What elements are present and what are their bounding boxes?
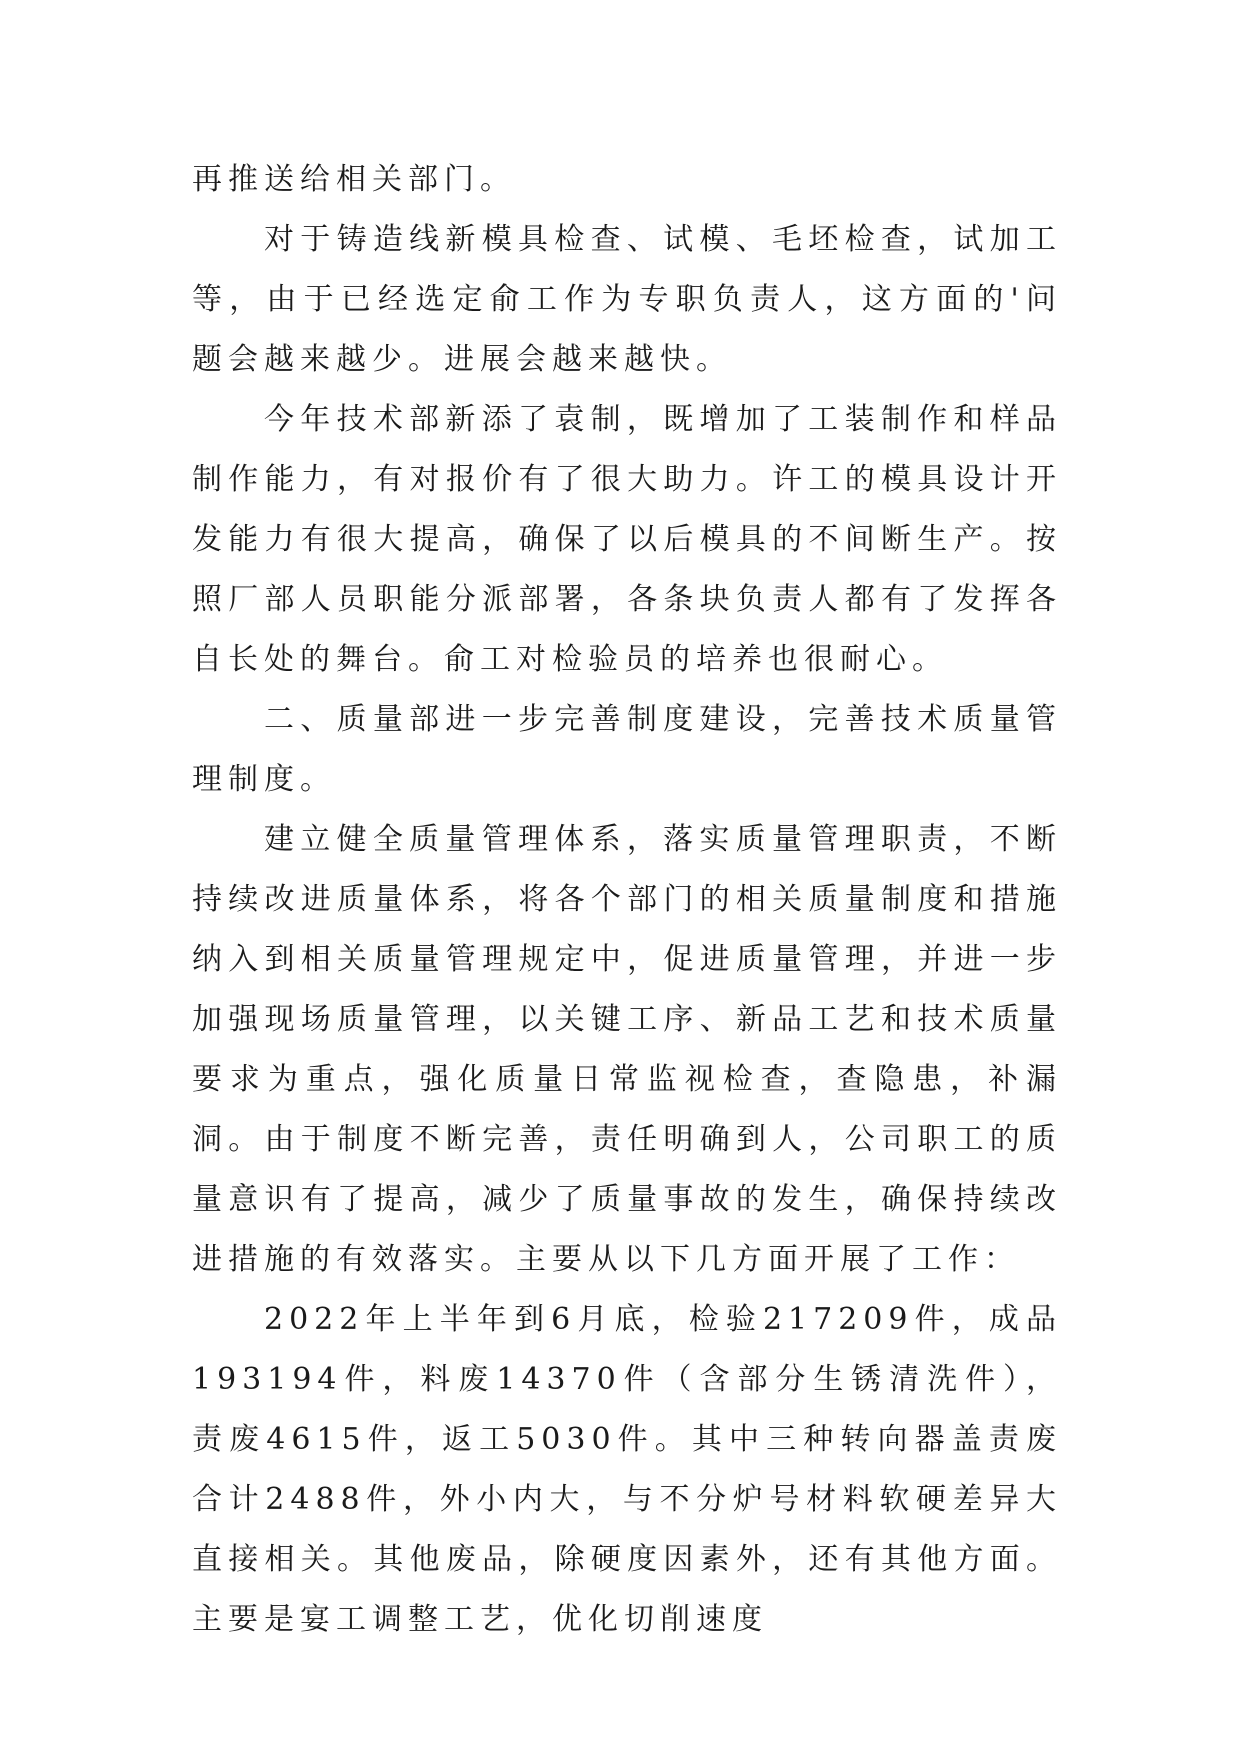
paragraph-continuation: 再推送给相关部门。 [192,162,516,197]
section-heading-quality-system: 二、质量部进一步完善制度建设，完善技术质量管理制度。 [192,702,1062,797]
paragraph-inspection-statistics: 2022年上半年到6月底，检验217209件，成品193194件，料废14370件（含部分生锈清洗件），责废4615件，返工5030件。其中三种转向器盖责废合计2488件，外小内大，与不分炉号材料软硬差异大直接相关。其他废品，除硬度因素外，还有其他方面。主要是宴工调整工艺，优化切削速度 [192,1302,1062,1637]
paragraph-technical-department: 今年技术部新添了袁制，既增加了工装制作和样品制作能力，有对报价有了很大助力。许工的模具设计开发能力有很大提高，确保了以后模具的不间断生产。按照厂部人员职能分派部署，各条块负责人都有了发挥各自长处的舞台。俞工对检验员的培养也很耐心。 [192,402,1062,677]
paragraph-casting-mold-inspection: 对于铸造线新模具检查、试模、毛坯检查，试加工等，由于已经选定俞工作为专职负责人，这方面的'问题会越来越少。进展会越来越快。 [192,222,1062,377]
paragraph-quality-management: 建立健全质量管理体系，落实质量管理职责，不断持续改进质量体系，将各个部门的相关质量制度和措施纳入到相关质量管理规定中，促进质量管理，并进一步加强现场质量管理，以关键工序、新品工艺和技术质量要求为重点，强化质量日常监视检查，查隐患，补漏洞。由于制度不断完善，责任明确到人，公司职工的质量意识有了提高，减少了质量事故的发生，确保持续改进措施的有效落实。主要从以下几方面开展了工作： [192,822,1062,1277]
document-body [192,150,1062,1650]
